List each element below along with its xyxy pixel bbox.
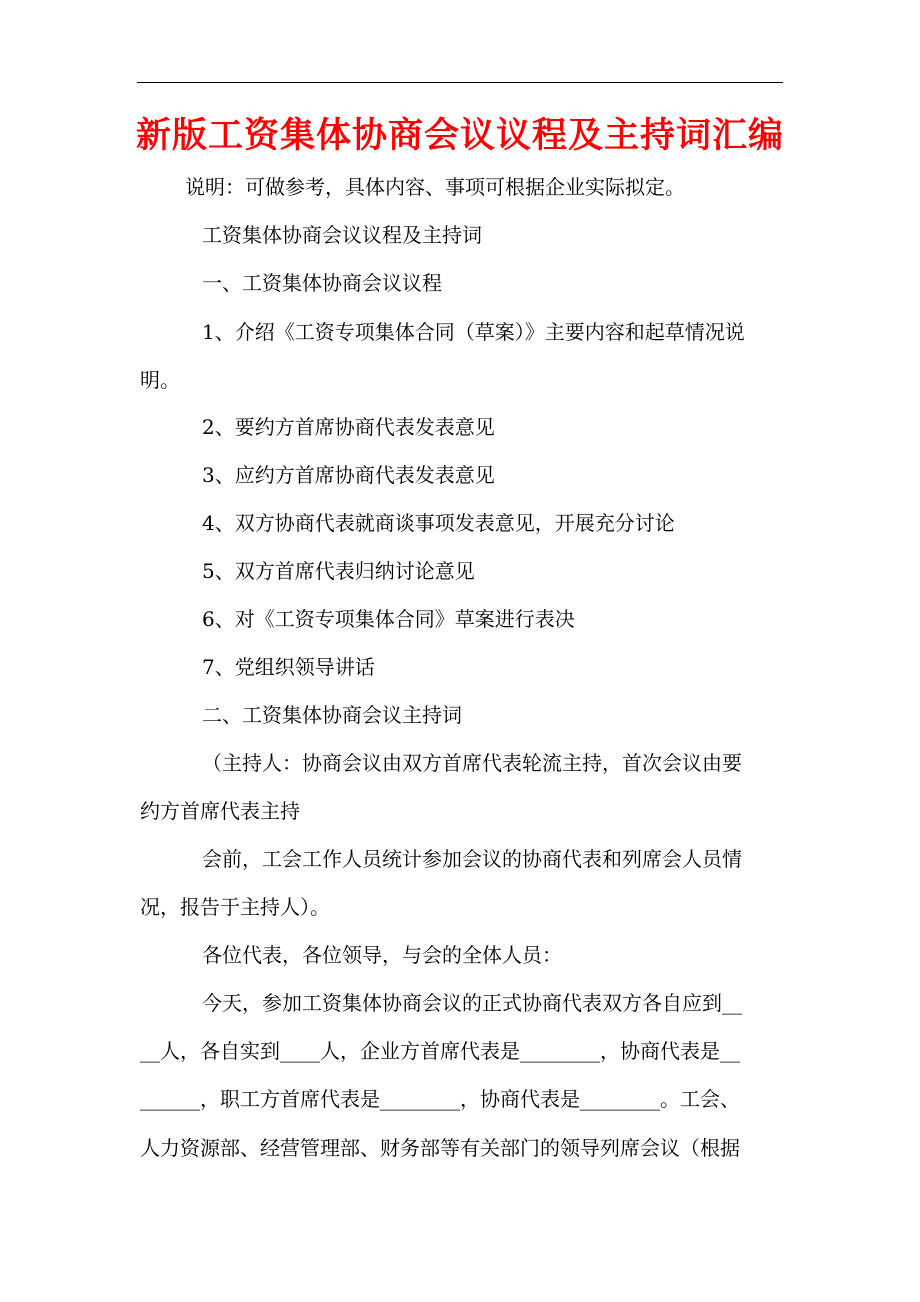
attendance-line-4: 人力资源部、经营管理部、财务部等有关部门的领导列席会议（根据: [140, 1136, 740, 1160]
agenda-item-4: 4、双方协商代表就商谈事项发表意见，开展充分讨论: [202, 511, 675, 535]
greeting: 各位代表，各位领导，与会的全体人员：: [202, 943, 562, 967]
section-heading-agenda: 一、工资集体协商会议议程: [202, 271, 442, 295]
agenda-item-3: 3、应约方首席协商代表发表意见: [202, 463, 495, 487]
agenda-item-1: 1、介绍《工资专项集体合同（草案）》主要内容和起草情况说: [202, 320, 745, 344]
host-note-line-1: （主持人：协商会议由双方首席代表轮流主持，首次会议由要: [202, 751, 742, 775]
section-heading-host-script: 二、工资集体协商会议主持词: [202, 703, 462, 727]
agenda-item-2: 2、要约方首席协商代表发表意见: [202, 415, 495, 439]
agenda-item-5: 5、双方首席代表归纳讨论意见: [202, 559, 475, 583]
paragraph-note: 说明：可做参考，具体内容、事项可根据企业实际拟定。: [185, 175, 685, 199]
agenda-item-1-cont: 明。: [140, 368, 180, 392]
pre-meeting-line-2: 况，报告于主持人）。: [140, 895, 330, 919]
document-title: 新版工资集体协商会议议程及主持词汇编: [135, 115, 784, 156]
paragraph-heading: 工资集体协商会议议程及主持词: [202, 223, 482, 247]
pre-meeting-line-1: 会前，工会工作人员统计参加会议的协商代表和列席会人员情: [202, 847, 742, 871]
agenda-item-7: 7、党组织领导讲话: [202, 655, 375, 679]
attendance-line-3: ______，职工方首席代表是________，协商代表是________。工会、: [140, 1087, 740, 1111]
agenda-item-6: 6、对《工资专项集体合同》草案进行表决: [202, 607, 575, 631]
header-rule: [137, 82, 783, 83]
attendance-line-2: __人，各自实到____人，企业方首席代表是________，协商代表是__: [140, 1039, 740, 1063]
attendance-line-1: 今天，参加工资集体协商会议的正式协商代表双方各自应到__: [202, 991, 742, 1015]
host-note-line-2: 约方首席代表主持: [140, 799, 300, 823]
